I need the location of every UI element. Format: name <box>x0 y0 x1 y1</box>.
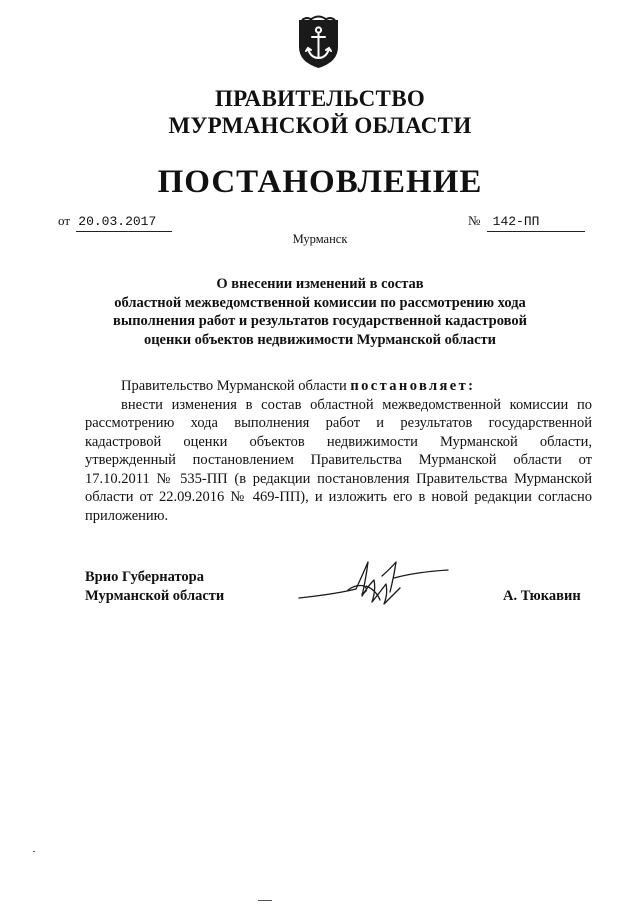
signatory-position-line-1: Врио Губернатора <box>85 569 204 585</box>
resolution-text: внести изменения в состав областной межведомственной комиссии по рассмотрению хода выполнения работ и результатов государственной кадастровой оценки объектов недвижимости Мурманской области, утвержденный постановлением Правительства Мурманской области от 17.10.2011 № 535-ПП (в редакции постановления Правительства Мурманской области от 22.09.2016 № 469-ПП), и изложить его в новой редакции согласно приложению. <box>85 396 592 524</box>
resolution-verb: постановляет: <box>350 378 476 394</box>
resolution-subject: Правительство Мурманской области <box>121 378 347 394</box>
number-row <box>468 212 585 232</box>
document-number: 142-ПП <box>487 213 585 232</box>
scan-mark <box>258 900 272 901</box>
coat-of-arms-icon <box>297 14 340 69</box>
signatory-position <box>85 568 224 605</box>
government-title-line-1: ПРАВИТЕЛЬСТВО <box>214 86 426 111</box>
scan-mark <box>33 851 35 852</box>
signatory-position-line-2: Мурманской области <box>85 587 225 604</box>
document-body <box>85 377 592 525</box>
subject-line: областной межведомственной комиссии по рассмотрению хода <box>114 294 526 311</box>
subject-line: оценки объектов недвижимости Мурманской области <box>143 331 497 348</box>
handwritten-signature <box>296 556 451 611</box>
city: Мурманск <box>292 232 348 246</box>
subject-line: выполнения работ и результатов государственной кадастровой <box>113 313 527 329</box>
document-type: ПОСТАНОВЛЕНИЕ <box>157 164 483 200</box>
document-date: 20.03.2017 <box>76 213 172 232</box>
subject-line: О внесении изменений в состав <box>216 276 424 292</box>
subject-heading <box>60 275 580 349</box>
date-row <box>58 212 172 232</box>
government-title-line-2: МУРМАНСКОЙ ОБЛАСТИ <box>168 113 472 138</box>
signatory-name: А. Тюкавин <box>503 588 581 604</box>
resolution-intro <box>85 377 592 396</box>
date-prefix: от <box>58 213 71 228</box>
number-prefix: № <box>468 213 481 228</box>
